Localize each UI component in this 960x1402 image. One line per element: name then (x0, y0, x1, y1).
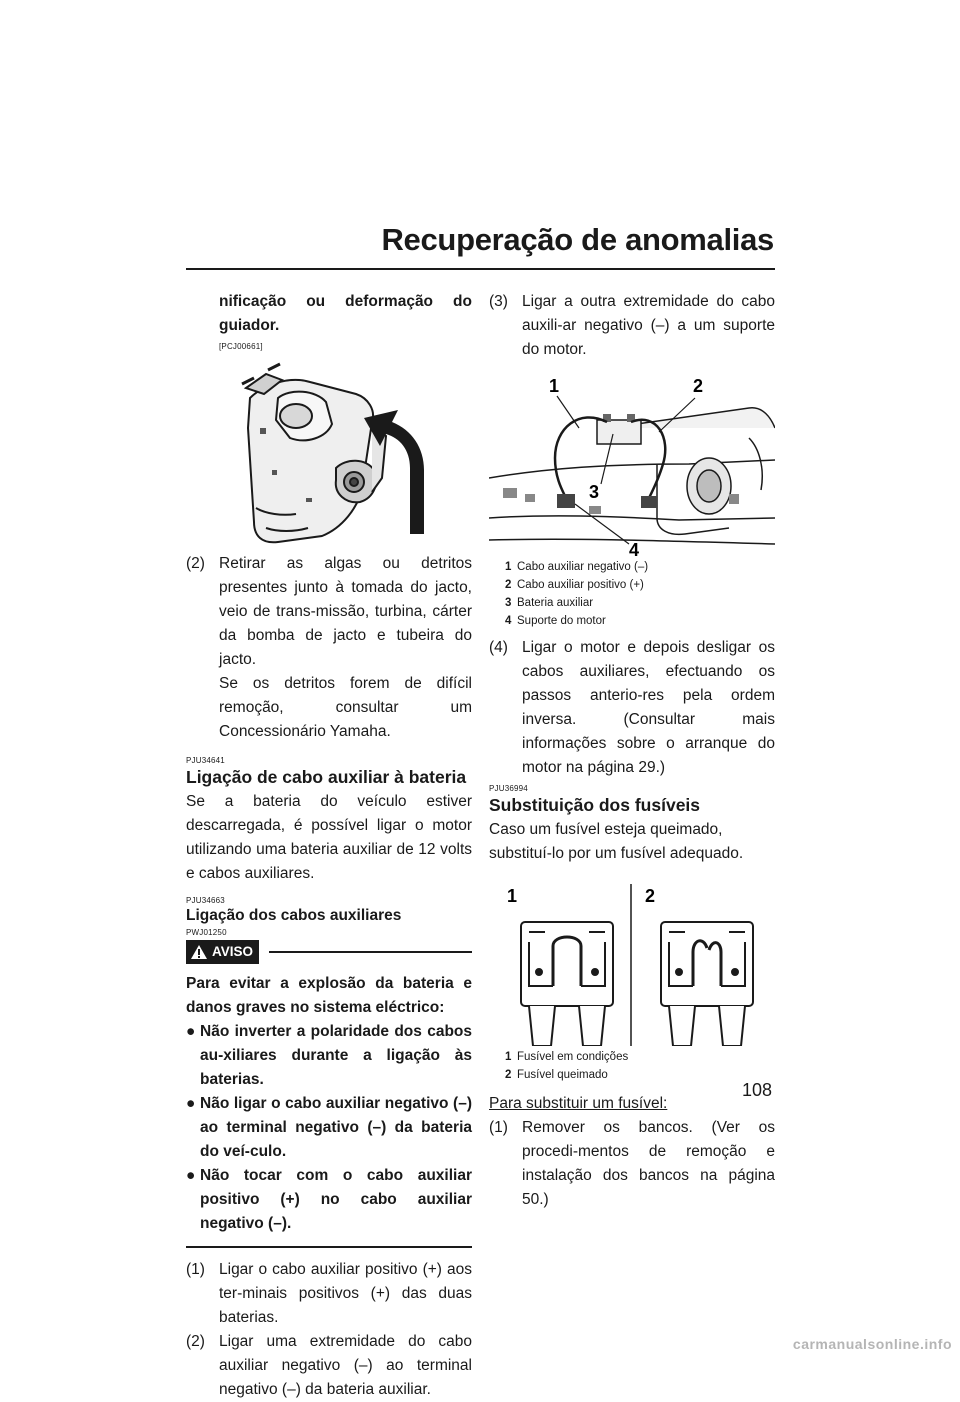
step-number: (2) (186, 555, 205, 572)
step-text: Ligar o cabo auxiliar positivo (+) aos ter-minais positivos (+) das duas baterias. (219, 1261, 472, 1326)
warning-header (186, 940, 472, 964)
intro-text: nificação ou deformação do guiador. (219, 293, 472, 334)
warning-bullet: ● Não ligar o cabo auxiliar negativo (–) ao terminal negativo (–) da bateria do veí-culo. (186, 1095, 472, 1160)
caption-number: 1 (505, 561, 512, 573)
caption-text: Fusível em condições (517, 1051, 629, 1063)
section-body: Caso um fusível esteja queimado, substituí-lo por um fusível adequado. (489, 821, 744, 862)
page-title: Recuperação de anomalias (381, 222, 774, 257)
warning-rule (269, 951, 472, 953)
step-text-2: Se os detritos forem de difícil remoção, consultar um Concessionário Yamaha. (219, 675, 472, 740)
caption-number: 2 (505, 1069, 512, 1081)
step-1-remove-seats (489, 1116, 775, 1212)
subsection-heading: Ligação dos cabos auxiliares (186, 907, 402, 924)
section-code: PJU34641 (186, 756, 225, 765)
step-number: (1) (489, 1119, 508, 1136)
header-rule (186, 268, 775, 270)
subsection-code: PJU34663 (186, 896, 225, 905)
caption-row (505, 1048, 775, 1066)
caption-row (505, 594, 775, 612)
warning-badge (186, 940, 259, 964)
step-text: Ligar uma extremidade do cabo auxiliar negativo (–) ao terminal negativo (–) da bateria auxiliar. (219, 1333, 472, 1398)
warning-intro: Para evitar a explosão da bateria e danos graves no sistema eléctrico: (186, 975, 472, 1016)
figure-1-captions (489, 558, 775, 630)
step-text: Remover os bancos. (Ver os procedi-mentos de remoção e instalação dos bancos na página 50.) (522, 1119, 775, 1208)
callout-2: 2 (693, 376, 704, 396)
callout-2: 2 (645, 886, 656, 906)
step-1-connect-positive (186, 1258, 472, 1330)
watermark: carmanualsonline.info (792, 1336, 952, 1352)
step-number: (3) (489, 293, 508, 310)
caption-text: Cabo auxiliar negativo (–) (517, 561, 649, 573)
intro-code: [PCJ00661] (219, 342, 263, 351)
caption-text: Bateria auxiliar (517, 597, 594, 609)
step-4-start-engine (489, 636, 775, 780)
step-number: (4) (489, 639, 508, 656)
callout-1: 1 (549, 376, 560, 396)
callout-1: 1 (507, 886, 518, 906)
caption-row (505, 558, 775, 576)
step-text: Ligar a outra extremidade do cabo auxili-ar negativo (–) a um suporte do motor. (522, 293, 775, 358)
bullet-text: Não tocar com o cabo auxiliar positivo (+) no cabo auxiliar negativo (–). (200, 1167, 472, 1232)
left-column (186, 290, 472, 1402)
procedure-title: Para substituir um fusível: (489, 1095, 668, 1112)
section-code: PJU36994 (489, 784, 528, 793)
jet-ski-flip-illustration (186, 358, 472, 546)
caption-text: Cabo auxiliar positivo (+) (517, 579, 644, 591)
caption-row (505, 612, 775, 630)
right-column (489, 290, 775, 1212)
fuse-comparison-illustration (489, 876, 775, 1046)
caption-row (505, 1066, 775, 1084)
figure-2-captions (489, 1048, 775, 1084)
warning-bullet: ● Não inverter a polaridade dos cabos au-xiliares durante a ligação às baterias. (186, 1023, 472, 1088)
bullet-text: Não ligar o cabo auxiliar negativo (–) ao terminal negativo (–) da bateria do veí-culo. (200, 1095, 472, 1160)
warning-triangle-icon (190, 944, 208, 960)
caption-text: Suporte do motor (517, 615, 606, 627)
section-body: Se a bateria do veículo estiver descarregada, é possível ligar o motor utilizando uma bateria auxiliar de 12 volts e cabos auxiliares. (186, 793, 472, 882)
step-2-remove-debris (186, 552, 472, 744)
blown-fuse-icon (661, 922, 753, 1046)
step-text: Ligar o motor e depois desligar os cabos auxiliares, efectuando os passos anterio-res pela ordem inversa. (Consultar mais informações sobre o arranque do motor na página 29.) (522, 639, 775, 776)
step-number: (1) (186, 1261, 205, 1278)
warning-label: AVISO (212, 944, 254, 959)
bullet-text: Não inverter a polaridade dos cabos au-xiliares durante a ligação às baterias. (200, 1023, 472, 1088)
step-text: Retirar as algas ou detritos presentes junto à tomada do jacto, veio de trans-missão, turbina, cárter da bomba de jacto e tubeira do jacto. (219, 555, 472, 668)
caption-number: 2 (505, 579, 512, 591)
good-fuse-icon (521, 922, 613, 1046)
section-heading: Ligação de cabo auxiliar à bateria (186, 767, 467, 787)
warning-bullet: ● Não tocar com o cabo auxiliar positivo (+) no cabo auxiliar negativo (–). (186, 1167, 472, 1232)
step-number: (2) (186, 1333, 205, 1350)
section-heading: Substituição dos fusíveis (489, 795, 701, 815)
warning-end-rule (186, 1246, 472, 1248)
warning-code: PWJ01250 (186, 928, 227, 937)
callout-3: 3 (589, 482, 600, 502)
caption-text: Fusível queimado (517, 1069, 608, 1081)
step-3-connect-engine-mount (489, 290, 775, 362)
step-2-connect-negative (186, 1330, 472, 1402)
jumper-cable-illustration (489, 368, 775, 558)
callout-4: 4 (629, 540, 640, 558)
caption-number: 1 (505, 1051, 512, 1063)
caption-number: 4 (505, 615, 512, 627)
page-number: 108 (741, 1080, 772, 1100)
caption-number: 3 (505, 597, 512, 609)
caption-row (505, 576, 775, 594)
